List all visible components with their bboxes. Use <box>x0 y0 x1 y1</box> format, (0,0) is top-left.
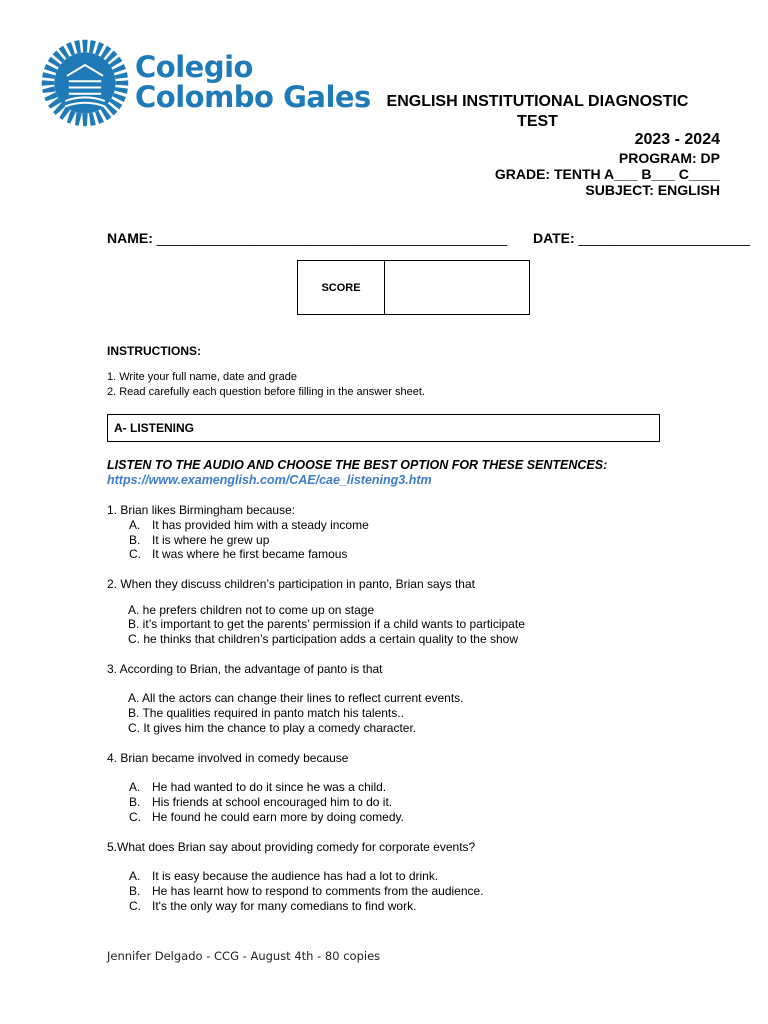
option-text: It is where he grew up <box>152 533 270 547</box>
option-key: B. <box>129 533 141 547</box>
option-key: B. <box>129 795 141 809</box>
date-field[interactable]: ______________________ <box>578 230 750 246</box>
page-title <box>355 92 720 132</box>
section-header-listening <box>107 414 660 442</box>
option-5b[interactable] <box>129 884 484 899</box>
option-key: C. <box>129 547 141 561</box>
option-key: C. <box>129 899 141 913</box>
name-label: NAME: <box>107 230 153 246</box>
school-year: 2023 - 2024 <box>634 131 720 148</box>
option-text: He has learnt how to respond to comments from the audience. <box>152 884 484 898</box>
question-1: 1. Brian likes Birmingham because: <box>107 503 296 517</box>
option-text: It's the only way for many comedians to find work. <box>152 899 417 913</box>
subject-label: SUBJECT: ENGLISH <box>585 182 720 198</box>
instruction-item: 2. Read carefully each question before filling in the answer sheet. <box>107 386 425 398</box>
option-2b[interactable]: B. it’s important to get the parents’ permission if a child wants to participate <box>128 617 525 631</box>
option-text: It is easy because the audience has had a lot to drink. <box>152 869 439 883</box>
option-text: It was where he first became famous <box>152 547 348 561</box>
question-4: 4. Brian became involved in comedy because <box>107 751 349 765</box>
instructions-heading: INSTRUCTIONS: <box>107 344 201 358</box>
score-field[interactable] <box>385 261 529 314</box>
option-5a[interactable] <box>129 869 438 884</box>
option-4b[interactable] <box>129 795 392 810</box>
audio-link[interactable]: https://www.examenglish.com/CAE/cae_listening3.htm <box>107 473 432 487</box>
logo-text-line2: Colombo Gales <box>135 80 371 114</box>
option-key: C. <box>129 810 141 824</box>
option-text: His friends at school encouraged him to do it. <box>152 795 393 809</box>
logo-text-line1: Colegio <box>135 50 253 84</box>
option-5c[interactable] <box>129 899 416 914</box>
page-footer: Jennifer Delgado - CCG - August 4th - 80 copies <box>107 949 381 963</box>
option-text: He had wanted to do it since he was a child. <box>152 780 387 794</box>
question-2: 2. When they discuss children’s participation in panto, Brian says that <box>107 577 475 591</box>
option-key: A. <box>129 780 141 794</box>
question-3: 3. According to Brian, the advantage of panto is that <box>107 662 383 676</box>
option-1c[interactable] <box>129 547 347 562</box>
score-box <box>297 260 530 315</box>
option-3b[interactable]: B. The qualities required in panto match his talents.. <box>128 706 404 720</box>
option-1b[interactable] <box>129 533 269 548</box>
name-field[interactable]: _____________________________________________ <box>156 230 508 246</box>
title-line2: TEST <box>517 113 558 130</box>
option-3c[interactable]: C. It gives him the chance to play a comedy character. <box>128 721 417 735</box>
program-label: PROGRAM: DP <box>618 150 720 166</box>
instruction-item: 1. Write your full name, date and grade <box>107 371 297 383</box>
listening-lead: LISTEN TO THE AUDIO AND CHOOSE THE BEST OPTION FOR THESE SENTENCES: <box>107 458 608 472</box>
option-3a[interactable]: A. All the actors can change their lines to reflect current events. <box>128 691 464 705</box>
option-key: A. <box>129 869 141 883</box>
question-5: 5.What does Brian say about providing comedy for corporate events? <box>107 840 476 854</box>
title-line1: ENGLISH INSTITUTIONAL DIAGNOSTIC <box>386 93 689 110</box>
option-2a[interactable]: A. he prefers children not to come up on stage <box>128 603 375 617</box>
school-logo-icon <box>40 38 130 128</box>
grade-label: GRADE: TENTH A___ B___ C____ <box>494 166 720 182</box>
option-4c[interactable] <box>129 810 404 825</box>
option-2c[interactable]: C. he thinks that children’s participation adds a certain quality to the show <box>128 632 518 646</box>
option-key: A. <box>129 518 141 532</box>
option-key: B. <box>129 884 141 898</box>
name-date-row <box>107 230 750 246</box>
option-4a[interactable] <box>129 780 386 795</box>
option-text: He found he could earn more by doing comedy. <box>152 810 404 824</box>
section-title: A- LISTENING <box>114 421 194 435</box>
score-label: SCORE <box>298 261 385 314</box>
date-label: DATE: <box>532 230 575 246</box>
option-text: It has provided him with a steady income <box>152 518 369 532</box>
option-1a[interactable] <box>129 518 369 533</box>
